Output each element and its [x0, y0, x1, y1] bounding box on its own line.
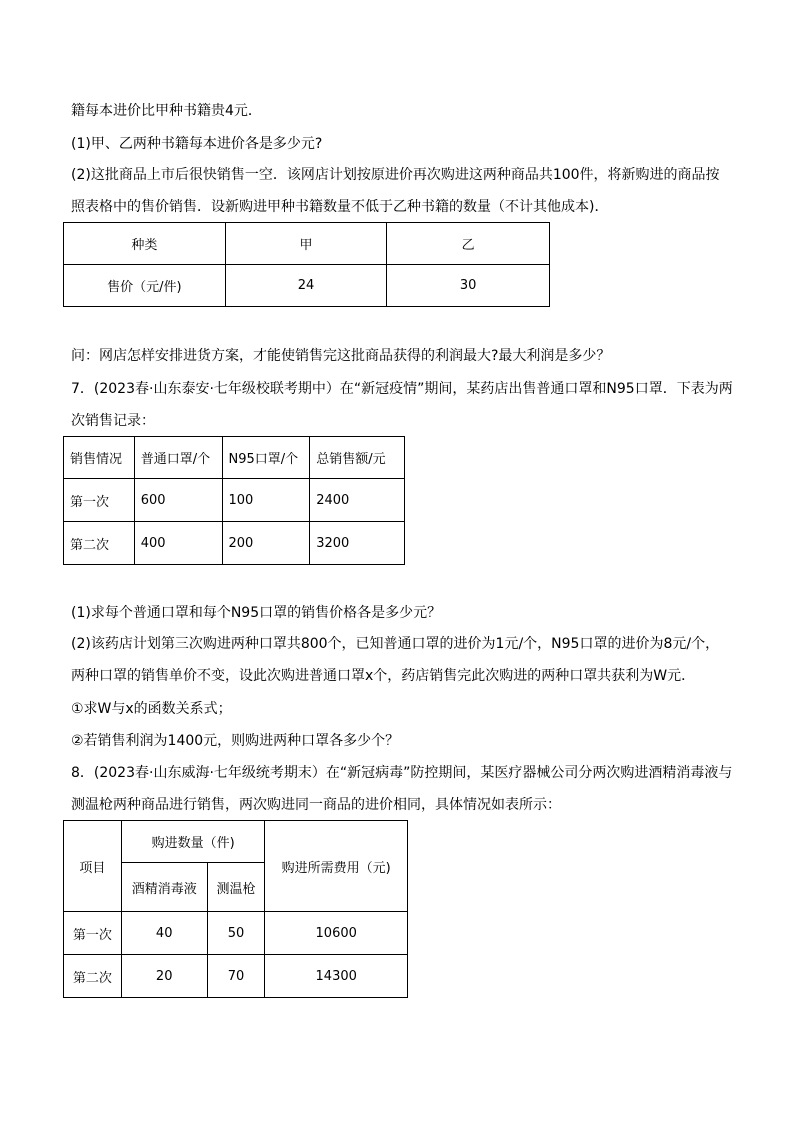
table-cell: 100: [222, 479, 310, 522]
table-cell: 种类: [64, 223, 226, 265]
table-cell: 购进数量（件): [121, 821, 265, 863]
sub-question-2: ②若销售利润为1400元，则购进两种口罩各多少个？: [71, 733, 400, 749]
table-cell: 普通口罩/个: [134, 437, 222, 479]
table-cell: 销售情况: [64, 437, 135, 479]
table-cell: 40: [121, 912, 207, 955]
table-row: [64, 821, 408, 863]
sub-question-1: ①求W与x的函数关系式；: [71, 701, 232, 717]
text-line: 照表格中的售价销售．设新购进甲种书籍数量不低于乙种书籍的数量（不计其他成本)．: [71, 199, 609, 215]
mask-sales-table: [63, 436, 405, 565]
table-cell: 2400: [310, 479, 405, 522]
table-row: [64, 955, 408, 998]
table-cell: 10600: [265, 912, 408, 955]
text-line: 次销售记录：: [71, 413, 155, 429]
table-cell: 70: [207, 955, 265, 998]
purchase-table: [63, 820, 408, 998]
table-cell: 600: [134, 479, 222, 522]
table-cell: 酒精消毒液: [121, 863, 207, 912]
table-cell: 测温枪: [207, 863, 265, 912]
table-cell: 3200: [310, 522, 405, 565]
table-cell: 24: [225, 265, 387, 307]
table-cell: 第二次: [64, 522, 135, 565]
question-2: (2)这批商品上市后很快销售一空．该网店计划按原进价再次购进这两种商品共100件，将新购进的商品按: [71, 167, 720, 183]
table-cell: 总销售额/元: [310, 437, 405, 479]
question-1: (1)求每个普通口罩和每个N95口罩的销售价格各是多少元？: [71, 605, 442, 621]
table-cell: 购进所需费用（元): [265, 821, 408, 912]
problem-8: 8．(2023春·山东威海·七年级统考期末）在“新冠病毒”防控期间，某医疗器械公司分两次购进酒精消毒液与: [71, 765, 733, 781]
text-line: 籍每本进价比甲种书籍贵4元．: [71, 103, 262, 119]
table-cell: 第二次: [64, 955, 122, 998]
table-cell: 20: [121, 955, 207, 998]
table-cell: 200: [222, 522, 310, 565]
table-cell: 项目: [64, 821, 122, 912]
table-row: [64, 912, 408, 955]
problem-7: 7．(2023春·山东泰安·七年级校联考期中）在“新冠疫情”期间，某药店出售普通口罩和N95口罩．下表为两: [71, 381, 733, 397]
table-cell: 30: [387, 265, 550, 307]
table-cell: 第一次: [64, 479, 135, 522]
table-row: [64, 223, 550, 265]
table-row: [64, 522, 405, 565]
question-2: (2)该药店计划第三次购进两种口罩共800个，已知普通口罩的进价为1元/个，N95口罩的进价为8元/个，: [71, 636, 720, 652]
table-row: [64, 265, 550, 307]
text-line: 两种口罩的销售单价不变，设此次购进普通口罩x个，药店销售完此次购进的两种口罩共获利为W元．: [71, 668, 696, 684]
table-cell: 14300: [265, 955, 408, 998]
table-cell: 乙: [387, 223, 550, 265]
price-table: [63, 222, 550, 307]
table-cell: 售价（元/件): [64, 265, 226, 307]
question-text: 问：网店怎样安排进货方案，才能使销售完这批商品获得的利润最大?最大利润是多少？: [71, 348, 611, 364]
table-cell: N95口罩/个: [222, 437, 310, 479]
text-line: 测温枪两种商品进行销售，两次购进同一商品的进价相同，具体情况如表所示：: [71, 797, 561, 813]
table-cell: 400: [134, 522, 222, 565]
table-cell: 第一次: [64, 912, 122, 955]
table-cell: 甲: [225, 223, 387, 265]
table-row: [64, 479, 405, 522]
table-row: [64, 437, 405, 479]
question-1: (1)甲、乙两种书籍每本进价各是多少元?: [71, 136, 323, 152]
table-cell: 50: [207, 912, 265, 955]
